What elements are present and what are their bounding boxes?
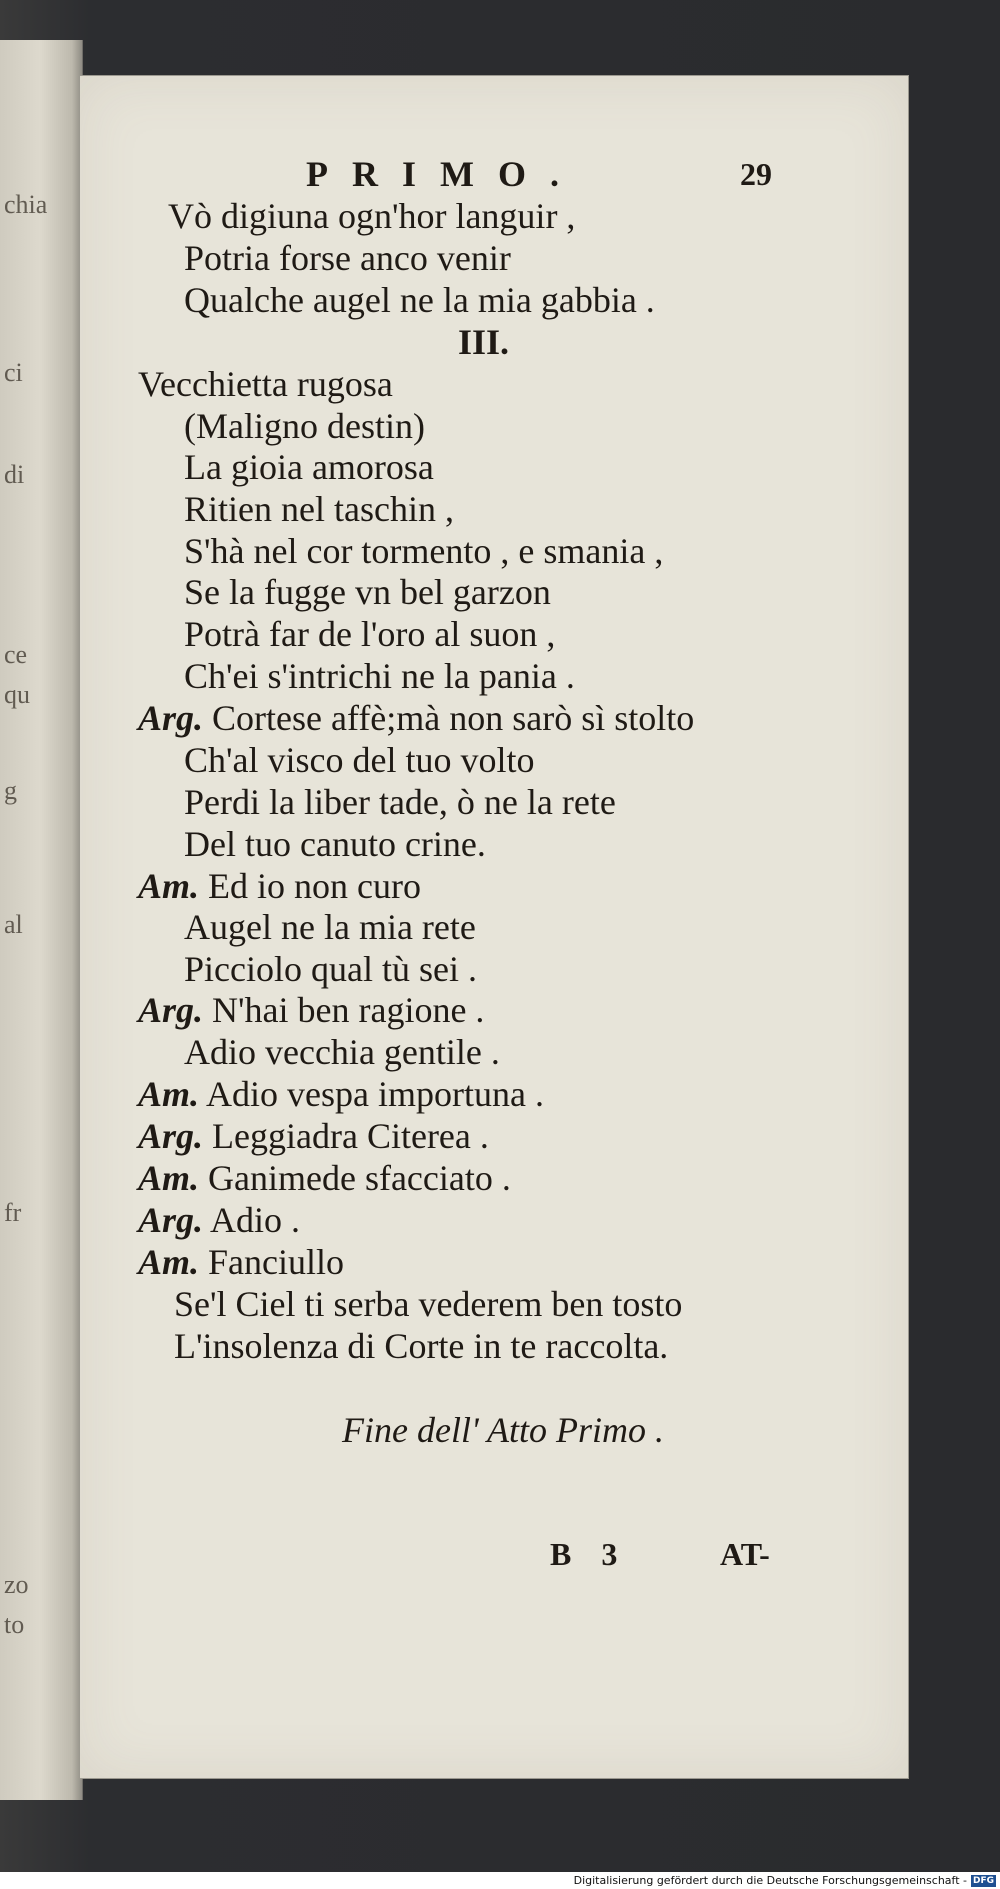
banner-text: Digitalisierung gefördert durch die Deutsche Forschungsgemeinschaft - <box>573 1874 967 1887</box>
verse-line: Vò digiuna ogn'hor languir , <box>168 196 576 236</box>
verse-line: Se'l Ciel ti serba vederem ben tosto <box>174 1284 683 1324</box>
verse-line: Ritien nel taschin , <box>184 489 454 529</box>
speaker-label: Arg. <box>138 1200 204 1240</box>
dialogue-text: Ganimede sfacciato . <box>208 1158 511 1198</box>
verse-line: Perdi la liber tade, ò ne la rete <box>184 782 616 822</box>
verse-line: Potrà far de l'oro al suon , <box>184 614 556 654</box>
verse-line: Adio vecchia gentile . <box>184 1032 500 1072</box>
dialogue-line <box>138 1200 300 1240</box>
speaker-label: Arg. <box>138 1116 204 1156</box>
speaker-label: Arg. <box>138 698 204 738</box>
facing-page-fragment: g <box>4 776 17 805</box>
verse-line: Vecchietta rugosa <box>138 364 393 404</box>
dialogue-text: Cortese affè;mà non sarò sì stolto <box>212 698 695 738</box>
verse-line: S'hà nel cor tormento , e smania , <box>184 531 664 571</box>
verse-line: Qualche augel ne la mia gabbia . <box>184 280 655 320</box>
facing-page-edge <box>0 40 83 1800</box>
stanza-number: III. <box>458 322 510 362</box>
verse-line: L'insolenza di Corte in te raccolta. <box>174 1326 669 1366</box>
facing-page-fragment: to <box>4 1610 25 1639</box>
speaker-label: Am. <box>138 866 200 906</box>
verse-line: Potria forse anco venir <box>184 238 511 278</box>
dialogue-text: Ed io non curo <box>208 866 421 906</box>
facing-page-fragment: fr <box>4 1198 22 1227</box>
dialogue-text: N'hai ben ragione . <box>212 990 485 1030</box>
dialogue-line <box>138 1242 344 1282</box>
verse-line: (Maligno destin) <box>184 406 425 446</box>
page-number: 29 <box>740 156 772 192</box>
signature-mark: B 3 <box>550 1536 618 1572</box>
dialogue-text: Adio . <box>210 1200 301 1240</box>
facing-page-fragment: ci <box>4 358 23 387</box>
facing-page-fragment: chia <box>4 190 48 219</box>
dialogue-line <box>138 1074 544 1114</box>
facing-page-fragment: al <box>4 910 23 939</box>
dialogue-text: Fanciullo <box>208 1242 344 1282</box>
verse-line: Picciolo qual tù sei . <box>184 949 477 989</box>
verse-line: Ch'al visco del tuo volto <box>184 740 535 780</box>
running-head: PRIMO. <box>306 154 583 194</box>
dfg-logo-icon: DFG <box>972 1876 994 1886</box>
facing-page-fragment: qu <box>4 680 30 709</box>
verse-line: Se la fugge vn bel garzon <box>184 572 551 612</box>
verse-line: La gioia amorosa <box>184 447 434 487</box>
verse-line: Del tuo canuto crine. <box>184 824 486 864</box>
facing-page-fragment: ce <box>4 640 28 669</box>
dialogue-text: Adio vespa importuna . <box>206 1074 544 1114</box>
speaker-label: Am. <box>138 1158 200 1198</box>
dialogue-line <box>138 1116 489 1156</box>
catchword: AT- <box>720 1536 770 1572</box>
facing-page-fragment: zo <box>4 1570 29 1599</box>
dialogue-line <box>138 990 484 1030</box>
speaker-label: Arg. <box>138 990 204 1030</box>
digitization-banner <box>0 1872 1000 1889</box>
act-closing: Fine dell' Atto Primo . <box>342 1410 664 1450</box>
verse-line: Ch'ei s'intrichi ne la pania . <box>184 656 575 696</box>
dialogue-line <box>138 866 421 906</box>
book-page <box>80 76 908 1778</box>
speaker-label: Am. <box>138 1242 200 1282</box>
dialogue-line <box>138 1158 511 1198</box>
verse-line: Augel ne la mia rete <box>184 907 476 947</box>
facing-page-fragment: di <box>4 460 25 489</box>
dialogue-line <box>138 698 694 738</box>
dialogue-text: Leggiadra Citerea . <box>212 1116 489 1156</box>
speaker-label: Am. <box>138 1074 200 1114</box>
